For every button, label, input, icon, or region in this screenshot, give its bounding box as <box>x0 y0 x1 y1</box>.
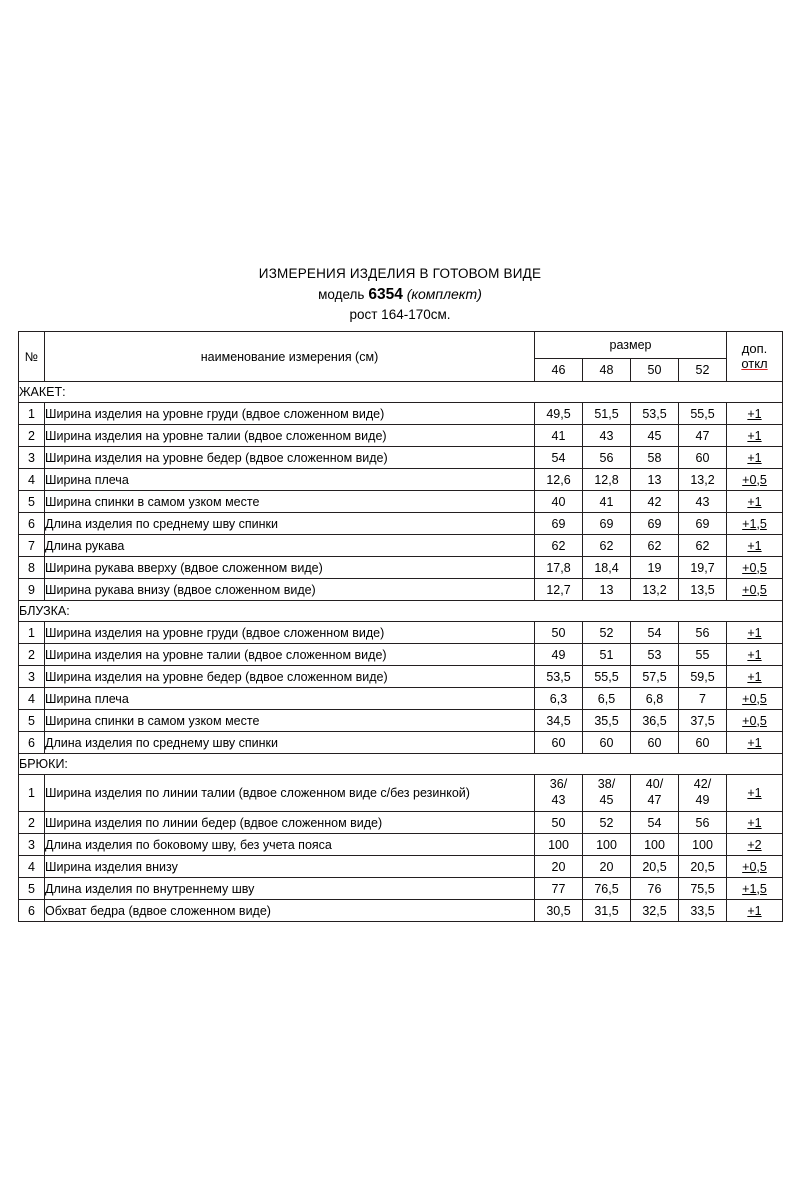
table-row <box>19 710 783 732</box>
row-value-46: 17,8 <box>535 557 583 579</box>
row-deviation <box>727 834 783 856</box>
row-value-52: 55,5 <box>679 403 727 425</box>
row-index: 7 <box>19 535 45 557</box>
row-measurement-name: Ширина изделия на уровне бедер (вдвое сложенном виде) <box>45 447 535 469</box>
row-value-48 <box>583 775 631 812</box>
row-measurement-name: Ширина изделия на уровне талии (вдвое сложенном виде) <box>45 425 535 447</box>
table-row <box>19 878 783 900</box>
row-measurement-name: Ширина изделия по линии талии (вдвое сложенном виде с/без резинкой) <box>45 775 535 812</box>
table-row <box>19 900 783 922</box>
row-measurement-name: Ширина рукава внизу (вдвое сложенном виде) <box>45 579 535 601</box>
row-index: 2 <box>19 812 45 834</box>
row-deviation <box>727 403 783 425</box>
row-deviation-value: +1 <box>747 669 762 684</box>
row-value-50: 69 <box>631 513 679 535</box>
row-index: 3 <box>19 447 45 469</box>
row-value-50: 54 <box>631 622 679 644</box>
row-value-48: 51,5 <box>583 403 631 425</box>
row-deviation <box>727 491 783 513</box>
row-deviation <box>727 513 783 535</box>
row-value-48: 55,5 <box>583 666 631 688</box>
table-row <box>19 513 783 535</box>
row-value-50: 19 <box>631 557 679 579</box>
row-value-52: 20,5 <box>679 856 727 878</box>
row-deviation <box>727 644 783 666</box>
row-value-46: 20 <box>535 856 583 878</box>
row-value-48: 43 <box>583 425 631 447</box>
row-value-52: 7 <box>679 688 727 710</box>
row-deviation <box>727 469 783 491</box>
measurements-table <box>18 331 783 922</box>
header-size-48: 48 <box>583 359 631 382</box>
row-deviation-value: +0,5 <box>742 691 767 706</box>
row-value-50: 42 <box>631 491 679 513</box>
row-deviation-value: +1 <box>747 625 762 640</box>
row-value-48: 6,5 <box>583 688 631 710</box>
header-deviation <box>727 332 783 382</box>
row-index: 6 <box>19 900 45 922</box>
table-body <box>19 382 783 922</box>
row-value-46 <box>535 775 583 812</box>
row-index: 4 <box>19 856 45 878</box>
section-row <box>19 601 783 622</box>
table-row <box>19 644 783 666</box>
row-measurement-name: Ширина изделия внизу <box>45 856 535 878</box>
row-value-46: 53,5 <box>535 666 583 688</box>
row-value-50: 13 <box>631 469 679 491</box>
row-value-50: 58 <box>631 447 679 469</box>
row-deviation-value: +1 <box>747 428 762 443</box>
row-deviation-value: +1 <box>747 815 762 830</box>
row-deviation-value: +0,5 <box>742 472 767 487</box>
row-value-52: 56 <box>679 812 727 834</box>
measurements-document <box>18 265 782 922</box>
row-value-46: 34,5 <box>535 710 583 732</box>
row-value-46: 77 <box>535 878 583 900</box>
row-value-52: 47 <box>679 425 727 447</box>
row-index: 5 <box>19 710 45 732</box>
row-value-46: 12,6 <box>535 469 583 491</box>
row-deviation <box>727 535 783 557</box>
row-value-multiline: 40/ 47 <box>645 777 664 808</box>
row-deviation-value: +0,5 <box>742 713 767 728</box>
row-value-48: 31,5 <box>583 900 631 922</box>
row-index: 1 <box>19 403 45 425</box>
row-value-48: 20 <box>583 856 631 878</box>
row-value-50: 36,5 <box>631 710 679 732</box>
table-row <box>19 732 783 754</box>
row-value-48: 56 <box>583 447 631 469</box>
row-value-50: 53,5 <box>631 403 679 425</box>
row-value-50: 13,2 <box>631 579 679 601</box>
row-value-48: 76,5 <box>583 878 631 900</box>
row-value-50: 100 <box>631 834 679 856</box>
table-header-row-1 <box>19 332 783 359</box>
row-value-52: 37,5 <box>679 710 727 732</box>
row-value-50: 20,5 <box>631 856 679 878</box>
row-measurement-name: Обхват бедра (вдвое сложенном виде) <box>45 900 535 922</box>
row-value-48: 52 <box>583 812 631 834</box>
model-kind: (комплект) <box>406 285 482 302</box>
row-value-50: 54 <box>631 812 679 834</box>
model-word: модель <box>318 286 365 302</box>
section-label: БЛУЗКА: <box>19 601 783 622</box>
row-index: 2 <box>19 425 45 447</box>
row-deviation-value: +0,5 <box>742 859 767 874</box>
row-value-48: 60 <box>583 732 631 754</box>
row-measurement-name: Длина изделия по внутреннему шву <box>45 878 535 900</box>
row-measurement-name: Ширина плеча <box>45 688 535 710</box>
row-index: 1 <box>19 622 45 644</box>
row-deviation-value: +1 <box>747 786 762 801</box>
row-value-52: 13,5 <box>679 579 727 601</box>
row-deviation-value: +1 <box>747 903 762 918</box>
table-row <box>19 775 783 812</box>
row-value-46: 6,3 <box>535 688 583 710</box>
row-deviation-value: +2 <box>747 837 762 852</box>
header-deviation-line2: откл <box>741 355 768 371</box>
row-measurement-name: Ширина изделия по линии бедер (вдвое сложенном виде) <box>45 812 535 834</box>
row-deviation-value: +1 <box>747 450 762 465</box>
row-value-50: 62 <box>631 535 679 557</box>
row-value-48: 69 <box>583 513 631 535</box>
row-value-46: 60 <box>535 732 583 754</box>
row-value-52: 62 <box>679 535 727 557</box>
row-index: 8 <box>19 557 45 579</box>
row-deviation <box>727 732 783 754</box>
row-measurement-name: Длина изделия по среднему шву спинки <box>45 513 535 535</box>
row-value-52: 100 <box>679 834 727 856</box>
row-value-52: 60 <box>679 447 727 469</box>
table-row <box>19 856 783 878</box>
row-value-46: 50 <box>535 812 583 834</box>
row-value-52: 60 <box>679 732 727 754</box>
row-measurement-name: Ширина плеча <box>45 469 535 491</box>
row-deviation <box>727 557 783 579</box>
row-index: 9 <box>19 579 45 601</box>
row-measurement-name: Ширина изделия на уровне груди (вдвое сложенном виде) <box>45 622 535 644</box>
table-header <box>19 332 783 382</box>
row-index: 4 <box>19 469 45 491</box>
row-value-46: 62 <box>535 535 583 557</box>
document-titles <box>18 265 782 324</box>
row-measurement-name: Длина рукава <box>45 535 535 557</box>
row-measurement-name: Ширина спинки в самом узком месте <box>45 491 535 513</box>
table-row <box>19 834 783 856</box>
model-number: 6354 <box>368 285 403 303</box>
row-value-48: 12,8 <box>583 469 631 491</box>
row-measurement-name: Ширина изделия на уровне талии (вдвое сложенном виде) <box>45 644 535 666</box>
row-value-46: 30,5 <box>535 900 583 922</box>
row-measurement-name: Ширина изделия на уровне бедер (вдвое сложенном виде) <box>45 666 535 688</box>
row-index: 6 <box>19 732 45 754</box>
row-value-46: 69 <box>535 513 583 535</box>
row-deviation-value: +1 <box>747 406 762 421</box>
row-value-50: 53 <box>631 644 679 666</box>
row-value-multiline: 42/ 49 <box>693 777 712 808</box>
table-row <box>19 579 783 601</box>
row-deviation-value: +1,5 <box>742 881 767 896</box>
row-measurement-name: Длина изделия по среднему шву спинки <box>45 732 535 754</box>
row-deviation <box>727 425 783 447</box>
row-value-52: 59,5 <box>679 666 727 688</box>
table-row <box>19 491 783 513</box>
row-deviation <box>727 447 783 469</box>
row-deviation-value: +1 <box>747 494 762 509</box>
row-value-52: 69 <box>679 513 727 535</box>
table-row <box>19 666 783 688</box>
table-row <box>19 812 783 834</box>
row-index: 5 <box>19 878 45 900</box>
row-value-48: 35,5 <box>583 710 631 732</box>
row-measurement-name: Ширина спинки в самом узком месте <box>45 710 535 732</box>
section-row <box>19 382 783 403</box>
row-deviation-value: +1 <box>747 735 762 750</box>
row-deviation-value: +1 <box>747 538 762 553</box>
header-size-46: 46 <box>535 359 583 382</box>
row-value-52: 43 <box>679 491 727 513</box>
row-deviation <box>727 856 783 878</box>
row-deviation <box>727 622 783 644</box>
row-value-46: 49 <box>535 644 583 666</box>
row-value-50 <box>631 775 679 812</box>
row-value-52: 19,7 <box>679 557 727 579</box>
row-value-52: 33,5 <box>679 900 727 922</box>
row-value-52: 13,2 <box>679 469 727 491</box>
row-measurement-name: Длина изделия по боковому шву, без учета пояса <box>45 834 535 856</box>
table-row <box>19 425 783 447</box>
table-row <box>19 535 783 557</box>
row-value-50: 6,8 <box>631 688 679 710</box>
row-value-46: 12,7 <box>535 579 583 601</box>
row-deviation-value: +1 <box>747 647 762 662</box>
row-index: 3 <box>19 666 45 688</box>
row-value-52 <box>679 775 727 812</box>
row-index: 4 <box>19 688 45 710</box>
row-value-48: 18,4 <box>583 557 631 579</box>
row-value-46: 40 <box>535 491 583 513</box>
table-row <box>19 469 783 491</box>
section-label: БРЮКИ: <box>19 754 783 775</box>
header-size-50: 50 <box>631 359 679 382</box>
row-value-46: 54 <box>535 447 583 469</box>
row-deviation <box>727 900 783 922</box>
header-num: № <box>19 332 45 382</box>
row-value-52: 75,5 <box>679 878 727 900</box>
table-row <box>19 403 783 425</box>
row-deviation-value: +0,5 <box>742 582 767 597</box>
row-deviation <box>727 775 783 812</box>
row-value-50: 45 <box>631 425 679 447</box>
row-value-52: 56 <box>679 622 727 644</box>
table-row <box>19 622 783 644</box>
row-value-48: 13 <box>583 579 631 601</box>
page-title: ИЗМЕРЕНИЯ ИЗДЕЛИЯ В ГОТОВОМ ВИДЕ <box>258 266 542 281</box>
row-value-48: 52 <box>583 622 631 644</box>
row-deviation <box>727 710 783 732</box>
model-line <box>18 285 782 305</box>
row-value-46: 50 <box>535 622 583 644</box>
row-value-48: 41 <box>583 491 631 513</box>
row-value-50: 57,5 <box>631 666 679 688</box>
table-row <box>19 557 783 579</box>
row-value-48: 51 <box>583 644 631 666</box>
row-value-52: 55 <box>679 644 727 666</box>
height-range: рост 164-170см. <box>349 307 451 323</box>
row-index: 3 <box>19 834 45 856</box>
row-deviation <box>727 579 783 601</box>
row-index: 5 <box>19 491 45 513</box>
section-label: ЖАКЕТ: <box>19 382 783 403</box>
row-value-48: 62 <box>583 535 631 557</box>
row-measurement-name: Ширина рукава вверху (вдвое сложенном виде) <box>45 557 535 579</box>
row-value-46: 49,5 <box>535 403 583 425</box>
row-index: 2 <box>19 644 45 666</box>
row-value-50: 76 <box>631 878 679 900</box>
row-value-multiline: 38/ 45 <box>597 777 616 808</box>
header-name: наименование измерения (см) <box>45 332 535 382</box>
row-index: 1 <box>19 775 45 812</box>
table-row <box>19 447 783 469</box>
row-measurement-name: Ширина изделия на уровне груди (вдвое сложенном виде) <box>45 403 535 425</box>
header-deviation-line1: доп. <box>741 340 768 356</box>
row-value-46: 41 <box>535 425 583 447</box>
row-value-48: 100 <box>583 834 631 856</box>
table-row <box>19 688 783 710</box>
section-row <box>19 754 783 775</box>
header-size-52: 52 <box>679 359 727 382</box>
row-value-multiline: 36/ 43 <box>549 777 568 808</box>
row-index: 6 <box>19 513 45 535</box>
row-deviation <box>727 812 783 834</box>
row-deviation <box>727 666 783 688</box>
row-deviation-value: +1,5 <box>742 516 767 531</box>
row-deviation <box>727 878 783 900</box>
header-size-group: размер <box>535 332 727 359</box>
row-value-50: 32,5 <box>631 900 679 922</box>
row-value-50: 60 <box>631 732 679 754</box>
row-value-46: 100 <box>535 834 583 856</box>
row-deviation-value: +0,5 <box>742 560 767 575</box>
row-deviation <box>727 688 783 710</box>
